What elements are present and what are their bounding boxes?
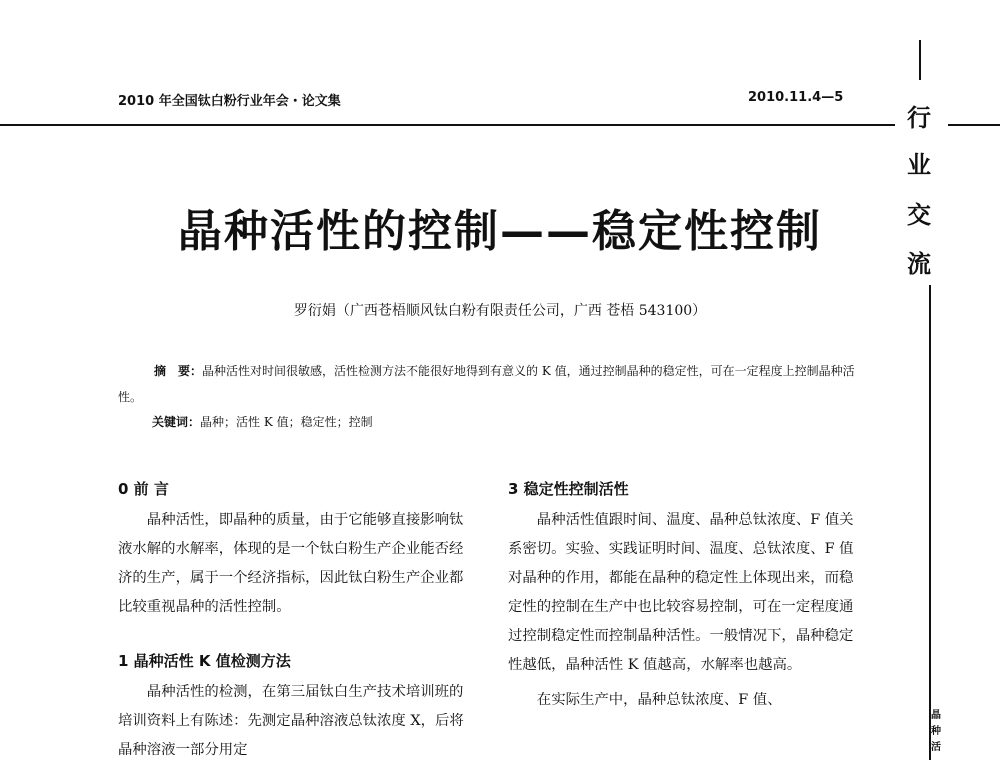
side-tab-small-char-1: 晶 (931, 710, 941, 721)
author-affiliation: 罗衍娟（广西苍梧顺风钛白粉有限责任公司，广西 苍梧 543100） (293, 303, 707, 319)
keywords-label: 关键词： (152, 415, 201, 429)
section-3-body (508, 506, 866, 715)
side-tab-char-2: 业 (907, 151, 931, 179)
section-1-body: 晶种活性的检测，在第三届钛白生产技术培训班的培训资料上有陈述：先测定晶种溶液总钛浓度 X，后将晶种溶液一部分用定 (118, 684, 464, 758)
section-0-heading: 0 前 言 (118, 480, 169, 498)
header-rule-right (948, 124, 1000, 126)
abstract (118, 358, 858, 410)
side-tab-char-4: 流 (907, 250, 931, 278)
section-0-body: 晶种活性，即晶种的质量，由于它能够直接影响钛液水解的水解率，体现的是一个钛白粉生产企业能否经济的生产，属于一个经济指标，因此钛白粉生产企业都比较重视晶种的活性控制。 (118, 512, 464, 615)
section-3-paragraph-1: 晶种活性值跟时间、温度、晶种总钛浓度、F 值关系密切。实验、实践证明时间、温度、总钛浓度、F 值对晶种的作用，都能在晶种的稳定性上体现出来，而稳定性的控制在生产中也比较容易控制，可在一定程度通过控制稳定性而控制晶种活性。一般情况下，晶种稳定性越低，晶种活性 K 值越高，水解率也越高。 (508, 512, 854, 673)
section-3-paragraph-2: 在实际生产中，晶种总钛浓度、F 值、 (536, 692, 782, 708)
running-header-proceedings: 2010 年全国钛白粉行业年会・论文集 (118, 94, 341, 109)
side-tab-small-char-3: 活 (931, 742, 941, 753)
side-tab-char-3: 交 (907, 201, 931, 229)
running-header-date: 2010.11.4—5 (748, 90, 844, 105)
abstract-text: 晶种活性对时间很敏感，活性检测方法不能很好地得到有意义的 K 值，通过控制晶种的稳定性，可在一定程度上控制晶种活性。 (118, 364, 855, 404)
keywords (152, 413, 373, 430)
side-tab-line-bottom (929, 285, 931, 760)
section-1-heading: 1 晶种活性 K 值检测方法 (118, 652, 291, 670)
side-tab-line-top (919, 40, 921, 80)
header-rule (0, 124, 895, 126)
side-tab-small-char-2: 种 (931, 726, 941, 737)
abstract-label: 摘 要： (154, 364, 203, 378)
side-tab-char-1: 行 (907, 104, 931, 132)
section-3-heading: 3 稳定性控制活性 (508, 480, 629, 498)
keywords-text: 晶种；活性 K 值；稳定性；控制 (200, 415, 373, 429)
paper-title: 晶种活性的控制——稳定性控制 (178, 206, 822, 257)
